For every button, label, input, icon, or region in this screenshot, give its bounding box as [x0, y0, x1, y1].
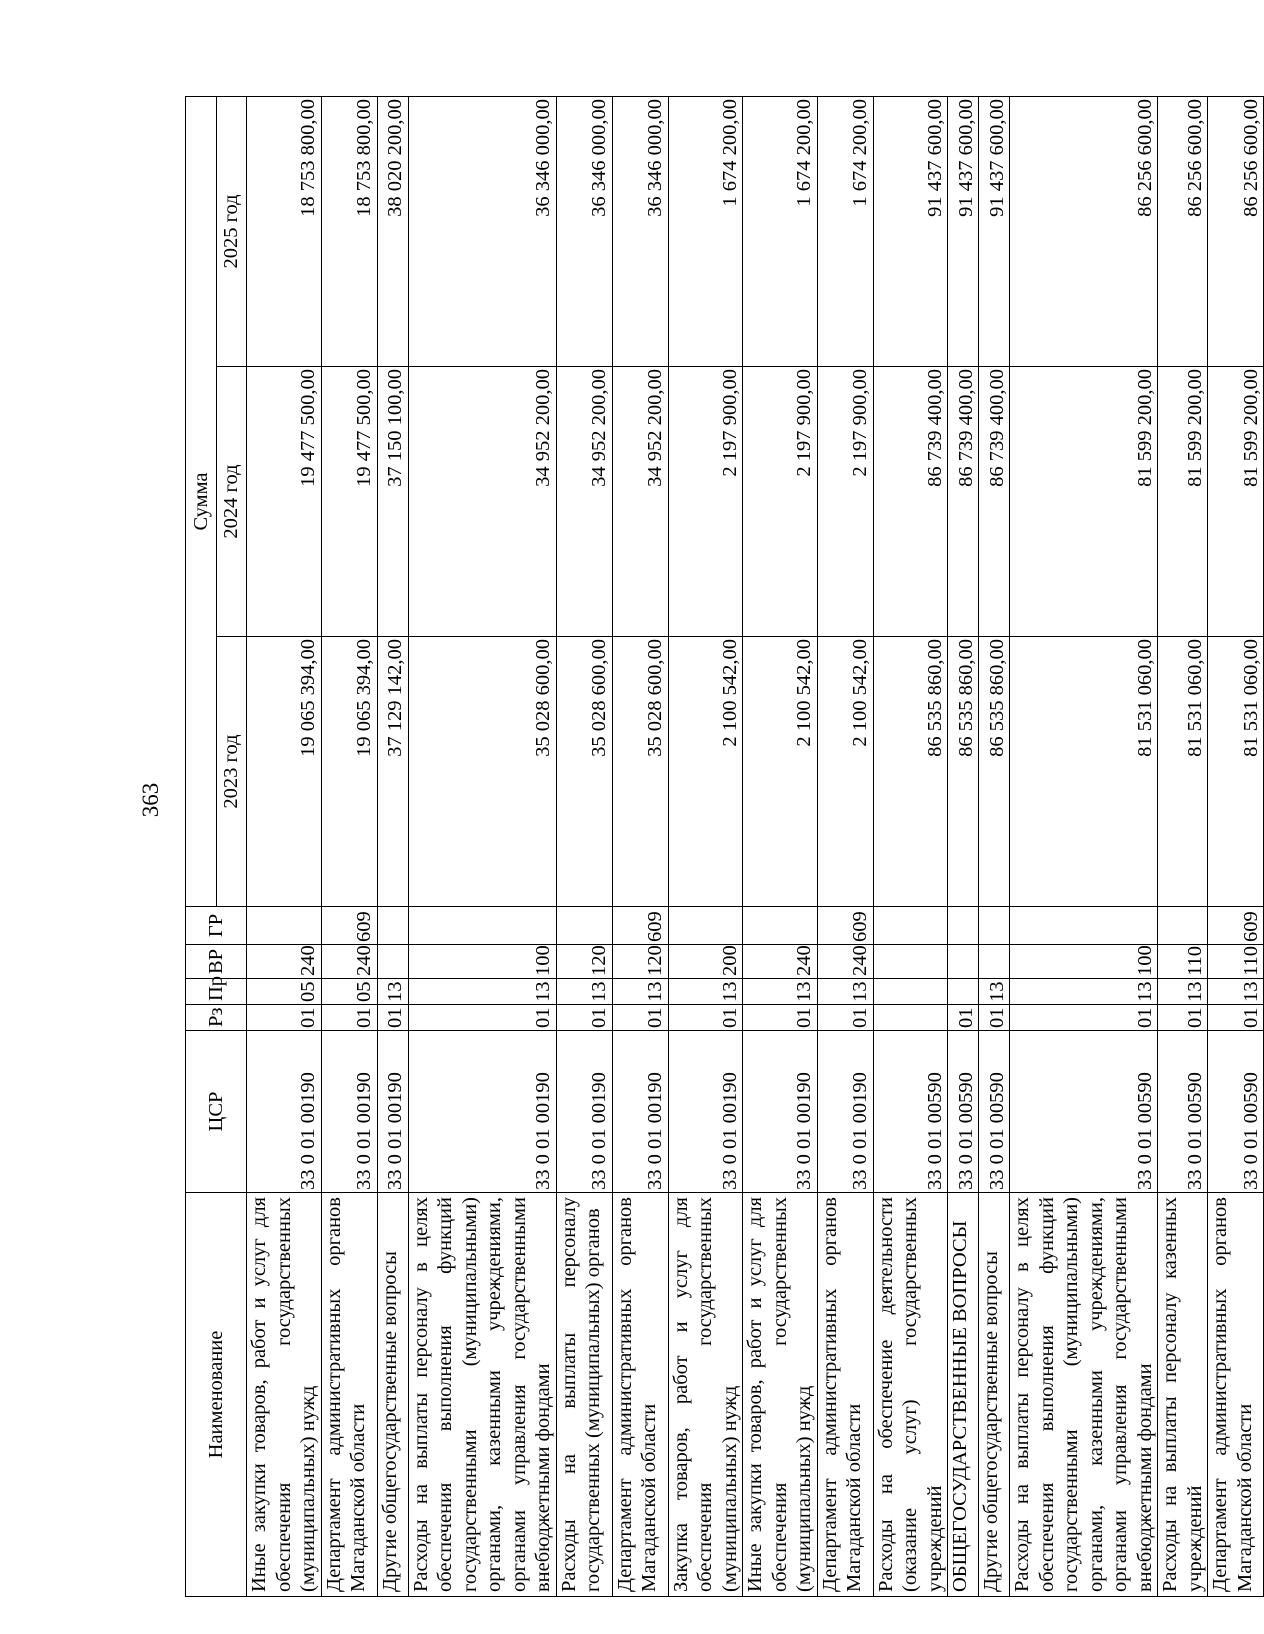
table-row	[1010, 96, 1158, 1596]
table-row	[321, 96, 377, 1596]
row-gr	[556, 907, 612, 945]
row-name: Закупка товаров, работ и услуг для обеспечения государственных (муниципальных) нужд	[668, 1193, 743, 1597]
header-year-2025: 2025 год	[217, 96, 247, 366]
row-gr	[1158, 907, 1208, 945]
row-vr: 110	[1208, 945, 1264, 979]
row-vr: 200	[668, 945, 743, 979]
row-name: Другие общегосударственные вопросы	[979, 1193, 1010, 1597]
row-gr	[247, 907, 322, 945]
row-csr: 33 0 01 00590	[1208, 1031, 1264, 1193]
row-amount-2023: 81 531 060,00	[1208, 637, 1264, 907]
row-name: Департамент административных органов Магаданской области	[612, 1193, 668, 1597]
row-csr: 33 0 01 00190	[817, 1031, 873, 1193]
row-amount-2024: 81 599 200,00	[1158, 367, 1208, 637]
row-amount-2025: 86 256 600,00	[1208, 96, 1264, 366]
budget-table-container	[185, 97, 1262, 1597]
row-pr: 05	[321, 979, 377, 1005]
row-amount-2023: 2 100 542,00	[668, 637, 743, 907]
row-amount-2024: 86 739 400,00	[979, 367, 1010, 637]
row-vr: 100	[1010, 945, 1158, 979]
row-gr: 609	[817, 907, 873, 945]
row-vr: 240	[817, 945, 873, 979]
row-pr: 13	[377, 979, 408, 1005]
header-sum: Сумма	[186, 96, 217, 906]
row-pr: 13	[612, 979, 668, 1005]
row-vr: 240	[247, 945, 322, 979]
row-amount-2024: 34 952 200,00	[612, 367, 668, 637]
row-name: Расходы на выплаты персоналу в целях обеспечения выполнения функций государственными (муниципальными) органами, казенными учреждениями, органами управления государственными внебюджетными фондами	[408, 1193, 556, 1597]
row-pr: 13	[1158, 979, 1208, 1005]
row-gr: 609	[612, 907, 668, 945]
row-rz: 01	[948, 1005, 979, 1031]
row-amount-2023: 37 129 142,00	[377, 637, 408, 907]
row-amount-2023: 2 100 542,00	[817, 637, 873, 907]
row-amount-2023: 86 535 860,00	[948, 637, 979, 907]
row-amount-2025: 36 346 000,00	[408, 96, 556, 366]
row-amount-2024: 37 150 100,00	[377, 367, 408, 637]
table-row	[377, 96, 408, 1596]
row-gr: 609	[321, 907, 377, 945]
header-year-2023: 2023 год	[217, 637, 247, 907]
row-pr: 13	[408, 979, 556, 1005]
row-amount-2023: 86 535 860,00	[979, 637, 1010, 907]
row-name: ОБЩЕГОСУДАРСТВЕННЫЕ ВОПРОСЫ	[948, 1193, 979, 1597]
header-rz: Рз	[186, 1005, 247, 1031]
table-row	[979, 96, 1010, 1596]
row-gr	[668, 907, 743, 945]
row-amount-2025: 91 437 600,00	[948, 96, 979, 366]
row-csr: 33 0 01 00590	[979, 1031, 1010, 1193]
header-vr: ВР	[186, 945, 247, 979]
row-pr: 13	[817, 979, 873, 1005]
row-csr: 33 0 01 00190	[556, 1031, 612, 1193]
row-name: Другие общегосударственные вопросы	[377, 1193, 408, 1597]
row-rz: 01	[377, 1005, 408, 1031]
row-vr: 100	[408, 945, 556, 979]
row-name: Расходы на выплаты персоналу казенных учреждений	[1158, 1193, 1208, 1597]
row-amount-2023: 19 065 394,00	[321, 637, 377, 907]
row-gr	[948, 907, 979, 945]
row-csr: 33 0 01 00190	[743, 1031, 818, 1193]
row-vr: 120	[612, 945, 668, 979]
row-gr	[377, 907, 408, 945]
row-amount-2024: 2 197 900,00	[743, 367, 818, 637]
row-gr	[873, 907, 948, 945]
row-vr	[948, 945, 979, 979]
table-row	[408, 96, 556, 1596]
row-amount-2025: 36 346 000,00	[612, 96, 668, 366]
row-amount-2023: 86 535 860,00	[873, 637, 948, 907]
row-rz: 01	[612, 1005, 668, 1031]
row-rz: 01	[247, 1005, 322, 1031]
row-vr: 240	[321, 945, 377, 979]
table-row	[247, 96, 322, 1596]
row-amount-2025: 1 674 200,00	[817, 96, 873, 366]
header-name: Наименование	[186, 1193, 247, 1597]
row-csr: 33 0 01 00190	[668, 1031, 743, 1193]
row-vr	[377, 945, 408, 979]
row-csr: 33 0 01 00590	[1158, 1031, 1208, 1193]
row-vr: 110	[1158, 945, 1208, 979]
row-rz: 01	[1010, 1005, 1158, 1031]
row-vr: 120	[556, 945, 612, 979]
row-pr: 13	[1208, 979, 1264, 1005]
row-csr: 33 0 01 00190	[247, 1031, 322, 1193]
row-vr	[873, 945, 948, 979]
row-amount-2024: 81 599 200,00	[1208, 367, 1264, 637]
row-name: Департамент административных органов Магаданской области	[1208, 1193, 1264, 1597]
row-name: Иные закупки товаров, работ и услуг для обеспечения государственных (муниципальных) нужд	[743, 1193, 818, 1597]
row-amount-2023: 81 531 060,00	[1010, 637, 1158, 907]
row-amount-2025: 91 437 600,00	[873, 96, 948, 366]
row-vr: 240	[743, 945, 818, 979]
row-rz: 01	[668, 1005, 743, 1031]
table-row	[743, 96, 818, 1596]
row-amount-2024: 86 739 400,00	[948, 367, 979, 637]
row-amount-2025: 86 256 600,00	[1158, 96, 1208, 366]
row-amount-2025: 38 020 200,00	[377, 96, 408, 366]
row-amount-2025: 86 256 600,00	[1010, 96, 1158, 366]
table-body	[247, 96, 1264, 1596]
row-amount-2025: 18 753 800,00	[321, 96, 377, 366]
row-amount-2025: 1 674 200,00	[743, 96, 818, 366]
row-amount-2024: 2 197 900,00	[817, 367, 873, 637]
table-row	[873, 96, 948, 1596]
row-name: Департамент административных органов Магаданской области	[321, 1193, 377, 1597]
row-vr	[979, 945, 1010, 979]
row-name: Расходы на выплаты персоналу в целях обеспечения выполнения функций государственными (муниципальными) органами, казенными учреждениями, органами управления государственными внебюджетными фондами	[1010, 1193, 1158, 1597]
row-amount-2024: 34 952 200,00	[556, 367, 612, 637]
row-amount-2023: 35 028 600,00	[612, 637, 668, 907]
table-row	[612, 96, 668, 1596]
row-rz: 01	[1158, 1005, 1208, 1031]
row-gr: 609	[1208, 907, 1264, 945]
row-name: Расходы на выплаты персоналу государственных (муниципальных) органов	[556, 1193, 612, 1597]
row-rz: 01	[817, 1005, 873, 1031]
row-csr: 33 0 01 00190	[321, 1031, 377, 1193]
row-csr: 33 0 01 00190	[377, 1031, 408, 1193]
row-amount-2024: 86 739 400,00	[873, 367, 948, 637]
row-pr: 13	[556, 979, 612, 1005]
row-amount-2023: 35 028 600,00	[556, 637, 612, 907]
row-amount-2023: 2 100 542,00	[743, 637, 818, 907]
table-row	[948, 96, 979, 1596]
row-pr	[948, 979, 979, 1005]
header-year-2024: 2024 год	[217, 367, 247, 637]
row-gr	[979, 907, 1010, 945]
row-name: Расходы на обеспечение деятельности (оказание услуг) государственных учреждений	[873, 1193, 948, 1597]
row-pr: 13	[668, 979, 743, 1005]
row-rz: 01	[743, 1005, 818, 1031]
row-csr: 33 0 01 00190	[408, 1031, 556, 1193]
header-csr: ЦСР	[186, 1031, 247, 1193]
row-amount-2023: 35 028 600,00	[408, 637, 556, 907]
row-rz	[873, 1005, 948, 1031]
row-amount-2024: 34 952 200,00	[408, 367, 556, 637]
row-amount-2024: 19 477 500,00	[321, 367, 377, 637]
row-pr: 13	[979, 979, 1010, 1005]
row-amount-2024: 2 197 900,00	[668, 367, 743, 637]
row-rz: 01	[1208, 1005, 1264, 1031]
table-row	[817, 96, 873, 1596]
table-row	[668, 96, 743, 1596]
row-gr	[743, 907, 818, 945]
row-rz: 01	[979, 1005, 1010, 1031]
row-amount-2025: 36 346 000,00	[556, 96, 612, 366]
row-csr: 33 0 01 00590	[948, 1031, 979, 1193]
row-rz: 01	[408, 1005, 556, 1031]
row-amount-2025: 91 437 600,00	[979, 96, 1010, 366]
page-number: 363	[138, 782, 163, 818]
header-pr: Пр	[186, 979, 247, 1005]
row-pr: 13	[1010, 979, 1158, 1005]
table-row	[1158, 96, 1208, 1596]
row-rz: 01	[321, 1005, 377, 1031]
row-pr	[873, 979, 948, 1005]
row-name: Департамент административных органов Магаданской области	[817, 1193, 873, 1597]
row-amount-2025: 1 674 200,00	[668, 96, 743, 366]
row-csr: 33 0 01 00190	[612, 1031, 668, 1193]
row-pr: 05	[247, 979, 322, 1005]
row-rz: 01	[556, 1005, 612, 1031]
row-amount-2024: 81 599 200,00	[1010, 367, 1158, 637]
table-row	[1208, 96, 1264, 1596]
row-pr: 13	[743, 979, 818, 1005]
row-name: Иные закупки товаров, работ и услуг для обеспечения государственных (муниципальных) нужд	[247, 1193, 322, 1597]
row-amount-2023: 19 065 394,00	[247, 637, 322, 907]
header-gr: ГР	[186, 907, 247, 945]
table-row	[556, 96, 612, 1596]
row-amount-2025: 18 753 800,00	[247, 96, 322, 366]
row-amount-2024: 19 477 500,00	[247, 367, 322, 637]
budget-table	[185, 96, 1264, 1597]
row-amount-2023: 81 531 060,00	[1158, 637, 1208, 907]
row-gr	[408, 907, 556, 945]
row-csr: 33 0 01 00590	[873, 1031, 948, 1193]
row-gr	[1010, 907, 1158, 945]
row-csr: 33 0 01 00590	[1010, 1031, 1158, 1193]
